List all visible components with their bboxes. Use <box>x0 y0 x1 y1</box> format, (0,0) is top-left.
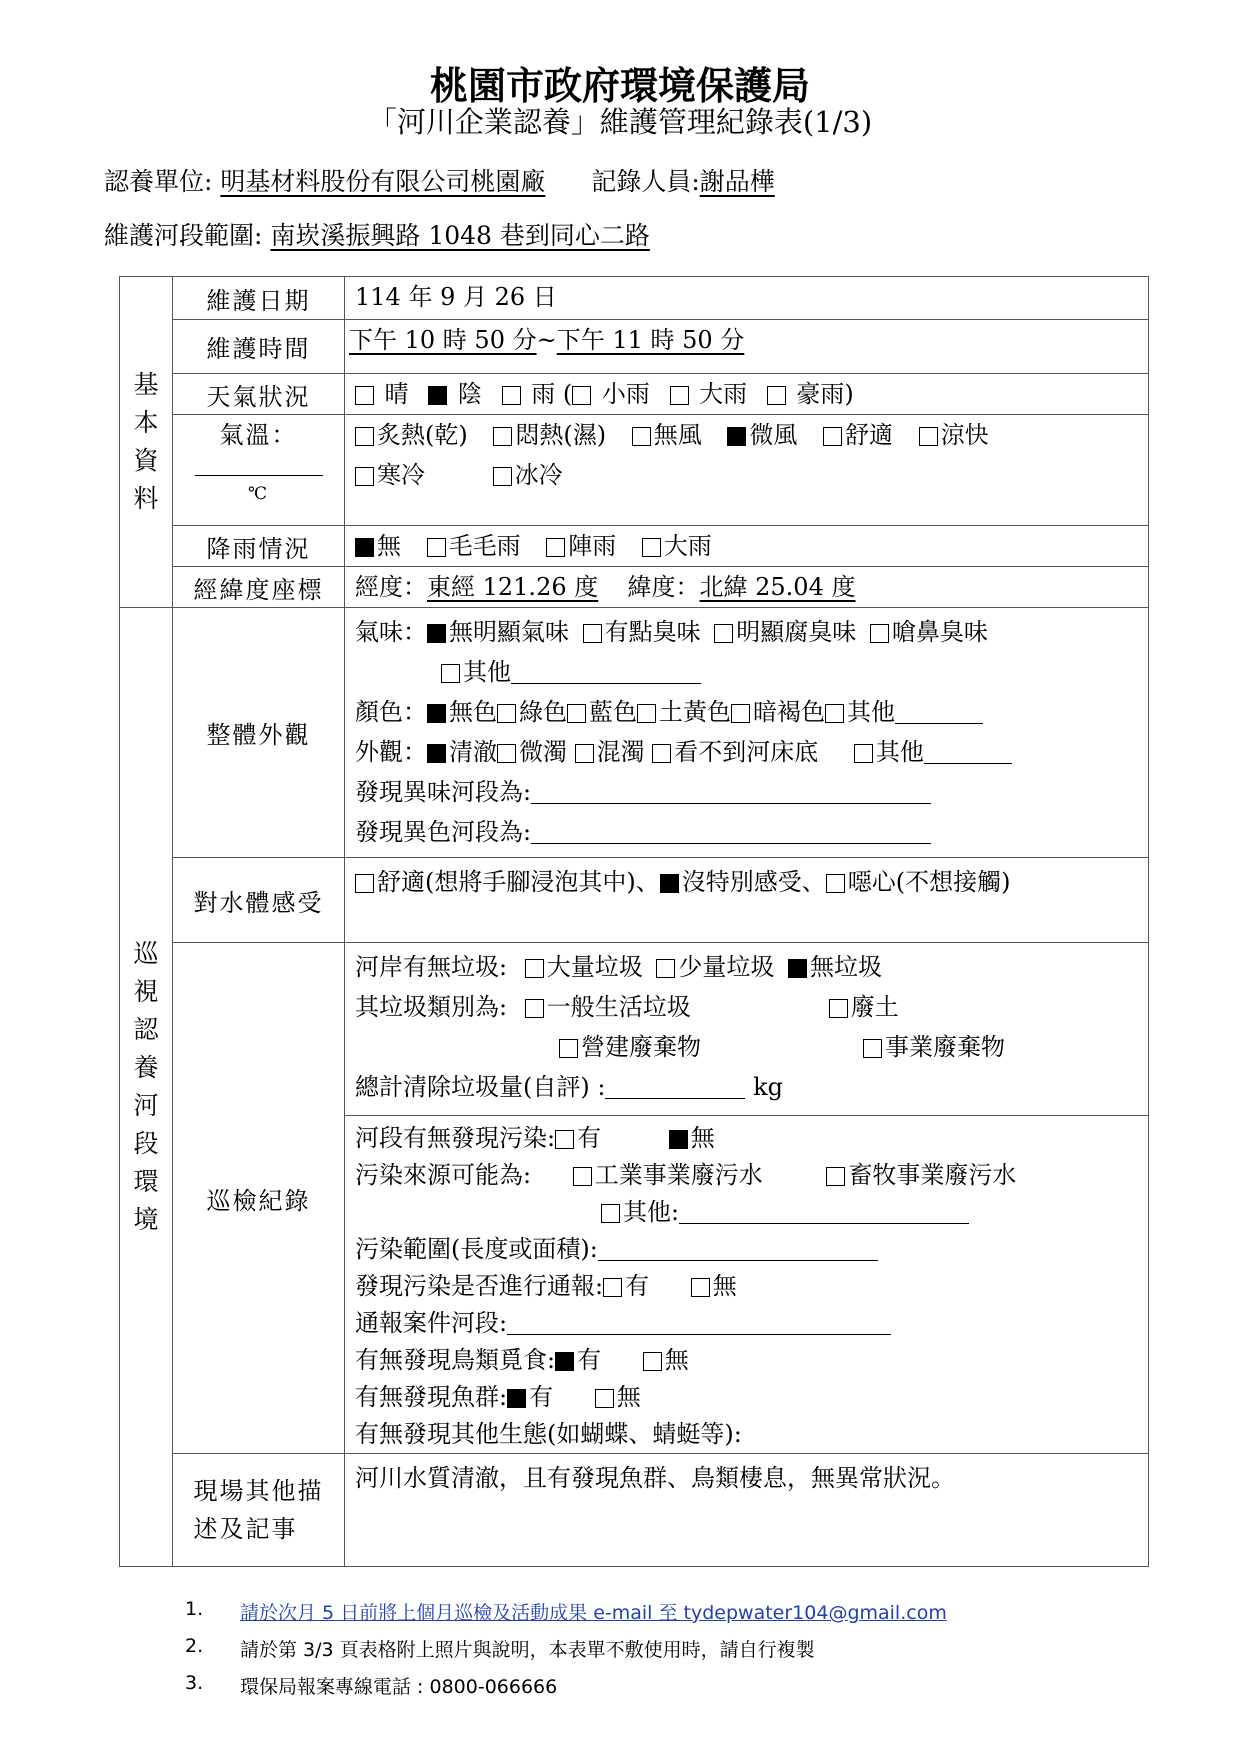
lon-label: 經度： <box>355 573 427 601</box>
pollution-no-label: 無 <box>690 1124 715 1152</box>
rain-label: 雨 <box>531 380 556 408</box>
checkbox-color-brown[interactable] <box>731 704 750 723</box>
checkbox-heavy-rain[interactable] <box>670 386 689 405</box>
trash-section <box>345 943 1149 1116</box>
smell-other-blank[interactable] <box>511 659 701 684</box>
temperature-blank[interactable] <box>195 475 323 476</box>
smell-pungent-label: 嗆鼻臭味 <box>891 618 988 646</box>
checkbox-color-none[interactable] <box>427 704 446 723</box>
time-label: 維護時間 <box>173 320 345 374</box>
fish-yes-label: 有 <box>529 1383 554 1411</box>
rain-label: 降雨情況 <box>173 526 345 567</box>
source-industrial-label: 工業事業廢污水 <box>594 1161 763 1189</box>
weather-options <box>345 374 1149 415</box>
color-none-label: 無色 <box>449 698 497 726</box>
paren-close: ) <box>844 380 854 408</box>
icy-label: 冰冷 <box>514 461 563 489</box>
comfort-label: 舒適 <box>845 421 894 449</box>
document-title: 桃園市政府環境保護局 <box>429 63 810 108</box>
trash-soil-label: 廢土 <box>850 993 899 1021</box>
checkbox-fish-yes[interactable] <box>507 1389 526 1408</box>
color-brown-label: 暗褐色 <box>753 698 825 726</box>
no-wind-label: 無風 <box>653 421 702 449</box>
feeling-options <box>345 858 1149 943</box>
checkbox-shower[interactable] <box>546 538 565 557</box>
checkbox-smell-none[interactable] <box>427 624 446 643</box>
pollution-label: 河段有無發現污染: <box>355 1124 556 1152</box>
color-yellow-label: 土黃色 <box>659 698 731 726</box>
pollution-section <box>345 1116 1149 1454</box>
hot-dry-label: 炙熱(乾) <box>377 421 468 449</box>
footer-notes <box>185 1598 947 1709</box>
eco-label: 有無發現其他生態(如蝴蝶、蜻蜓等): <box>355 1420 742 1448</box>
note-1-link[interactable]: 請於次月 5 日前將上個月巡檢及活動成果 e-mail 至 tydepwater104@gmail.com <box>240 1602 947 1624</box>
weather-label: 天氣狀況 <box>173 374 345 415</box>
trash-total-label: 總計清除垃圾量(自評) : <box>355 1073 606 1101</box>
smell-slight-label: 有點臭味 <box>604 618 701 646</box>
range-value: 南崁溪振興路 1048 巷到同心二路 <box>270 221 650 250</box>
other-label: 現場其他描述及記事 <box>173 1454 345 1567</box>
sunny-label: 晴 <box>384 380 409 408</box>
checkbox-sunny[interactable] <box>355 386 374 405</box>
checkbox-feeling-disgust[interactable] <box>826 874 845 893</box>
source-other-blank[interactable] <box>679 1199 969 1224</box>
look-clear-label: 清澈 <box>449 738 497 766</box>
trash-unit: kg <box>753 1073 783 1101</box>
record-label: 巡檢紀錄 <box>173 943 345 1454</box>
date-value: 114 年 9 月 26 日 <box>345 277 1149 320</box>
checkbox-feeling-nothing[interactable] <box>660 874 679 893</box>
case-label: 通報案件河段: <box>355 1309 508 1337</box>
lat-label: 緯度： <box>627 573 700 601</box>
checkbox-source-other[interactable] <box>601 1204 620 1223</box>
birds-no-label: 無 <box>664 1346 689 1374</box>
pollution-range-label: 污染範圍(長度或面積): <box>355 1235 598 1263</box>
color-green-label: 綠色 <box>519 698 567 726</box>
temperature-options <box>345 415 1149 526</box>
fish-no-label: 無 <box>616 1383 641 1411</box>
trash-business-label: 事業廢棄物 <box>885 1033 1005 1061</box>
adopter-info-line <box>104 162 775 198</box>
range-label: 維護河段範圍: <box>104 221 263 250</box>
look-slight-label: 微濁 <box>519 738 567 766</box>
birds-label: 有無發現鳥類覓食: <box>355 1346 556 1374</box>
checkbox-cloudy[interactable] <box>428 386 447 405</box>
time-separator: ~ <box>536 326 557 354</box>
rain-options <box>345 526 1149 567</box>
note-3: 3. 環保局報案專線電話 : 0800-066666 <box>185 1672 558 1698</box>
look-other-label: 其他 <box>875 738 924 766</box>
checkbox-color-other[interactable] <box>825 704 844 723</box>
checkbox-hot-wet[interactable] <box>493 427 512 446</box>
chilly-label: 寒冷 <box>377 461 425 489</box>
color-section-blank[interactable] <box>531 819 931 844</box>
checkbox-smell-slight[interactable] <box>583 624 602 643</box>
time-end: 下午 11 時 50 分 <box>556 326 745 354</box>
checkbox-feeling-comfort[interactable] <box>355 874 374 893</box>
heavy-label: 大雨 <box>663 532 712 560</box>
checkbox-pollution-no[interactable] <box>669 1130 688 1149</box>
checkbox-smell-pungent[interactable] <box>870 624 889 643</box>
shower-label: 陣雨 <box>568 532 617 560</box>
heavy-rain-label: 大雨 <box>699 380 748 408</box>
lon-value: 東經 121.26 度 <box>427 573 599 601</box>
checkbox-color-blue[interactable] <box>567 704 586 723</box>
checkbox-breeze[interactable] <box>727 427 746 446</box>
feeling-comfort-label: 舒適(想將手腳浸泡其中)、 <box>377 868 660 896</box>
checkbox-source-industrial[interactable] <box>573 1167 592 1186</box>
checkbox-trash-little[interactable] <box>656 959 675 978</box>
coord-value <box>345 567 1149 608</box>
color-label: 顏色： <box>355 698 427 726</box>
other-value: 河川水質清澈，且有發現魚群、鳥類棲息，無異常狀況。 <box>345 1454 1149 1567</box>
trash-much-label: 大量垃圾 <box>546 953 643 981</box>
checkbox-look-clear[interactable] <box>427 744 446 763</box>
checkbox-comfort[interactable] <box>823 427 842 446</box>
storm-rain-label: 豪雨 <box>796 380 845 408</box>
checkbox-pollution-yes[interactable] <box>555 1130 574 1149</box>
light-rain-label: 小雨 <box>601 380 650 408</box>
breeze-label: 微風 <box>749 421 798 449</box>
checkbox-drizzle[interactable] <box>427 538 446 557</box>
checkbox-light-rain[interactable] <box>572 386 591 405</box>
trash-none-label: 無垃圾 <box>810 953 883 981</box>
look-label: 外觀： <box>355 738 427 766</box>
fish-label: 有無發現魚群: <box>355 1383 508 1411</box>
feeling-nothing-label: 沒特別感受、 <box>681 868 826 896</box>
checkbox-fish-no[interactable] <box>595 1389 614 1408</box>
rain-none-label: 無 <box>377 532 401 560</box>
checkbox-look-slight[interactable] <box>497 744 516 763</box>
patrol-category: 巡視認養河段環境 <box>120 608 173 1567</box>
record-table <box>119 276 1149 1567</box>
smell-section-blank[interactable] <box>531 779 931 804</box>
time-start: 下午 10 時 50 分 <box>349 326 537 354</box>
temperature-cell <box>173 415 345 526</box>
checkbox-source-livestock[interactable] <box>826 1167 845 1186</box>
checkbox-rain-none[interactable] <box>355 538 374 557</box>
checkbox-birds-no[interactable] <box>643 1352 662 1371</box>
smell-label: 氣味： <box>355 618 427 646</box>
river-range-line <box>104 216 650 252</box>
checkbox-trash-much[interactable] <box>525 959 544 978</box>
drizzle-label: 毛毛雨 <box>448 532 521 560</box>
trash-total-blank[interactable] <box>605 1074 745 1099</box>
checkbox-trash-life[interactable] <box>525 999 544 1018</box>
checkbox-color-yellow[interactable] <box>637 704 656 723</box>
report-label: 發現污染是否進行通報: <box>355 1272 604 1300</box>
color-section-label: 發現異色河段為: <box>355 818 532 846</box>
feeling-label: 對水體感受 <box>173 858 345 943</box>
coord-label: 經緯度座標 <box>173 567 345 608</box>
checkbox-trash-soil[interactable] <box>829 999 848 1018</box>
trash-type-label: 其垃圾類別為: <box>355 993 508 1021</box>
hot-wet-label: 悶熱(濕) <box>515 421 607 449</box>
checkbox-chilly[interactable] <box>355 467 374 486</box>
pollution-yes-label: 有 <box>577 1124 602 1152</box>
date-label: 維護日期 <box>173 277 345 320</box>
report-yes-label: 有 <box>625 1272 650 1300</box>
checkbox-heavy[interactable] <box>642 538 661 557</box>
checkbox-trash-none[interactable] <box>788 959 807 978</box>
checkbox-rain[interactable] <box>502 386 521 405</box>
unit-label: 認養單位: <box>104 167 213 196</box>
basic-category: 基本資料 <box>120 277 173 608</box>
checkbox-report-no[interactable] <box>691 1278 710 1297</box>
checkbox-storm-rain[interactable] <box>767 386 786 405</box>
note-2: 2. 請於第 3/3 頁表格附上照片與說明，本表單不敷使用時，請自行複製 <box>185 1635 815 1661</box>
document-subtitle: 「河川企業認養」維護管理紀錄表(1/3) <box>367 105 873 139</box>
source-other-label: 其他: <box>623 1198 680 1226</box>
color-blue-label: 藍色 <box>589 698 637 726</box>
report-no-label: 無 <box>712 1272 737 1300</box>
checkbox-smell-other[interactable] <box>441 664 460 683</box>
source-livestock-label: 畜牧事業廢污水 <box>848 1161 1017 1189</box>
birds-yes-label: 有 <box>577 1346 602 1374</box>
appearance-options <box>345 608 1149 858</box>
trash-life-label: 一般生活垃圾 <box>546 993 691 1021</box>
smell-obvious-label: 明顯腐臭味 <box>736 618 857 646</box>
look-other-blank[interactable] <box>924 739 1012 764</box>
cool-label: 涼快 <box>940 421 989 449</box>
trash-construction-label: 營建廢棄物 <box>581 1033 701 1061</box>
checkbox-look-other[interactable] <box>854 744 873 763</box>
color-other-label: 其他 <box>847 698 895 726</box>
lat-value: 北緯 25.04 度 <box>699 573 856 601</box>
recorder-label: 記錄人員: <box>591 167 700 196</box>
feeling-disgust-label: 噁心(不想接觸) <box>847 868 1011 896</box>
checkbox-look-bed[interactable] <box>652 744 671 763</box>
smell-other-label: 其他 <box>463 658 511 686</box>
checkbox-hot-dry[interactable] <box>355 427 374 446</box>
checkbox-birds-yes[interactable] <box>555 1352 574 1371</box>
checkbox-trash-construction[interactable] <box>559 1039 578 1058</box>
checkbox-no-wind[interactable] <box>632 427 651 446</box>
paren-open: ( <box>562 380 573 408</box>
look-bed-label: 看不到河床底 <box>674 738 819 766</box>
recorder-value: 謝品樺 <box>699 167 775 196</box>
unit-value: 明基材料股份有限公司桃園廠 <box>220 167 546 196</box>
trash-label: 河岸有無垃圾: <box>355 953 508 981</box>
checkbox-color-green[interactable] <box>497 704 516 723</box>
trash-little-label: 少量垃圾 <box>678 953 775 981</box>
checkbox-report-yes[interactable] <box>603 1278 622 1297</box>
source-label: 污染來源可能為: <box>355 1161 532 1189</box>
temperature-label: 氣溫： <box>219 421 298 449</box>
pollution-range-blank[interactable] <box>598 1236 878 1261</box>
time-value <box>345 320 1149 374</box>
case-blank[interactable] <box>507 1310 891 1335</box>
checkbox-icy[interactable] <box>493 467 512 486</box>
smell-none-label: 無明顯氣味 <box>449 618 569 646</box>
checkbox-smell-obvious[interactable] <box>714 624 733 643</box>
cloudy-label: 陰 <box>457 380 482 408</box>
temperature-unit: ℃ <box>247 484 270 504</box>
checkbox-cool[interactable] <box>919 427 938 446</box>
appearance-label: 整體外觀 <box>173 608 345 858</box>
color-other-blank[interactable] <box>895 699 983 724</box>
checkbox-look-turbid[interactable] <box>575 744 594 763</box>
note-1: 1. 請於次月 5 日前將上個月巡檢及活動成果 e-mail 至 tydepwater104@gmail.com <box>185 1598 947 1624</box>
checkbox-trash-business[interactable] <box>863 1039 882 1058</box>
look-turbid-label: 混濁 <box>596 738 645 766</box>
smell-section-label: 發現異味河段為: <box>355 778 532 806</box>
